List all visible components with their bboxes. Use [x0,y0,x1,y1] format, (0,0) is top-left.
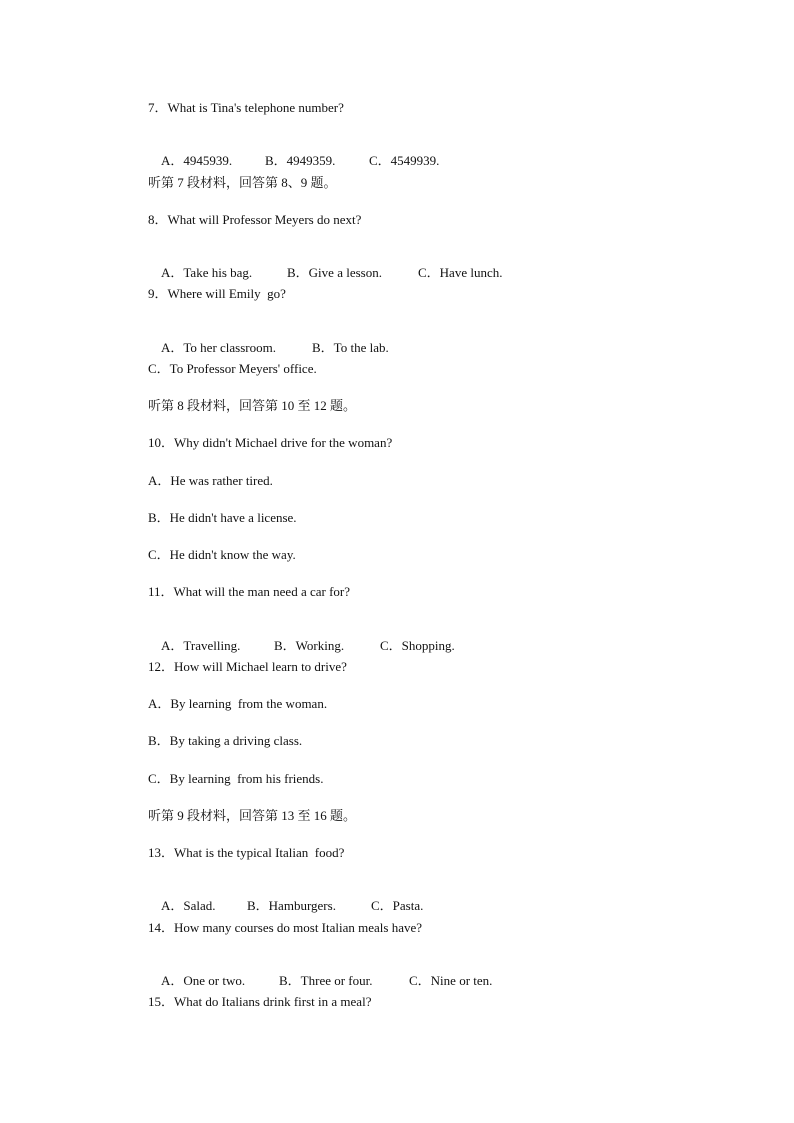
question-10-option-c: C．He didn't know the way. [148,547,296,562]
option-a: A．4945939. [161,153,233,168]
section-heading-8: 听第 8 段材料，回答第 10 至 12 题。 [148,398,357,413]
section-heading-9: 听第 9 段材料，回答第 13 至 16 题。 [148,808,357,823]
option-b: B．Working. [274,638,345,653]
option-a: A．Take his bag. [161,265,253,280]
question-8: 8．What will Professor Meyers do next? [148,212,362,227]
question-7: 7．What is Tina's telephone number? [148,100,344,115]
question-10-option-a: A．He was rather tired. [148,473,273,488]
question-12-option-b: B．By taking a driving class. [148,733,303,748]
option-c: C．4549939. [369,153,440,168]
question-15: 15．What do Italians drink first in a meal? [148,994,372,1009]
option-c: C．Nine or ten. [409,973,493,988]
option-b: B．Three or four. [279,973,373,988]
option-a: A．To her classroom. [161,340,276,355]
option-a: A．Salad. [161,898,216,913]
question-11: 11．What will the man need a car for? [148,584,351,599]
option-a: A．Travelling. [161,638,241,653]
option-b: B．Give a lesson. [287,265,382,280]
question-10: 10．Why didn't Michael drive for the woman? [148,435,393,450]
question-9-option-c: C．To Professor Meyers' office. [148,361,317,376]
question-12-option-a: A．By learning from the woman. [148,696,328,711]
question-10-option-b: B．He didn't have a license. [148,510,297,525]
question-12-option-c: C．By learning from his friends. [148,771,324,786]
section-heading-7: 听第 7 段材料，回答第 8、9 题。 [148,175,337,190]
option-b: B．To the lab. [312,340,389,355]
question-14: 14．How many courses do most Italian meals have? [148,920,423,935]
option-c: C．Have lunch. [418,265,503,280]
option-b: B．4949359. [265,153,336,168]
option-a: A．One or two. [161,973,246,988]
question-9: 9．Where will Emily go? [148,286,286,301]
option-c: C．Pasta. [371,898,424,913]
option-b: B．Hamburgers. [247,898,336,913]
question-12: 12．How will Michael learn to drive? [148,659,347,674]
option-c: C．Shopping. [380,638,455,653]
question-13: 13．What is the typical Italian food? [148,845,345,860]
